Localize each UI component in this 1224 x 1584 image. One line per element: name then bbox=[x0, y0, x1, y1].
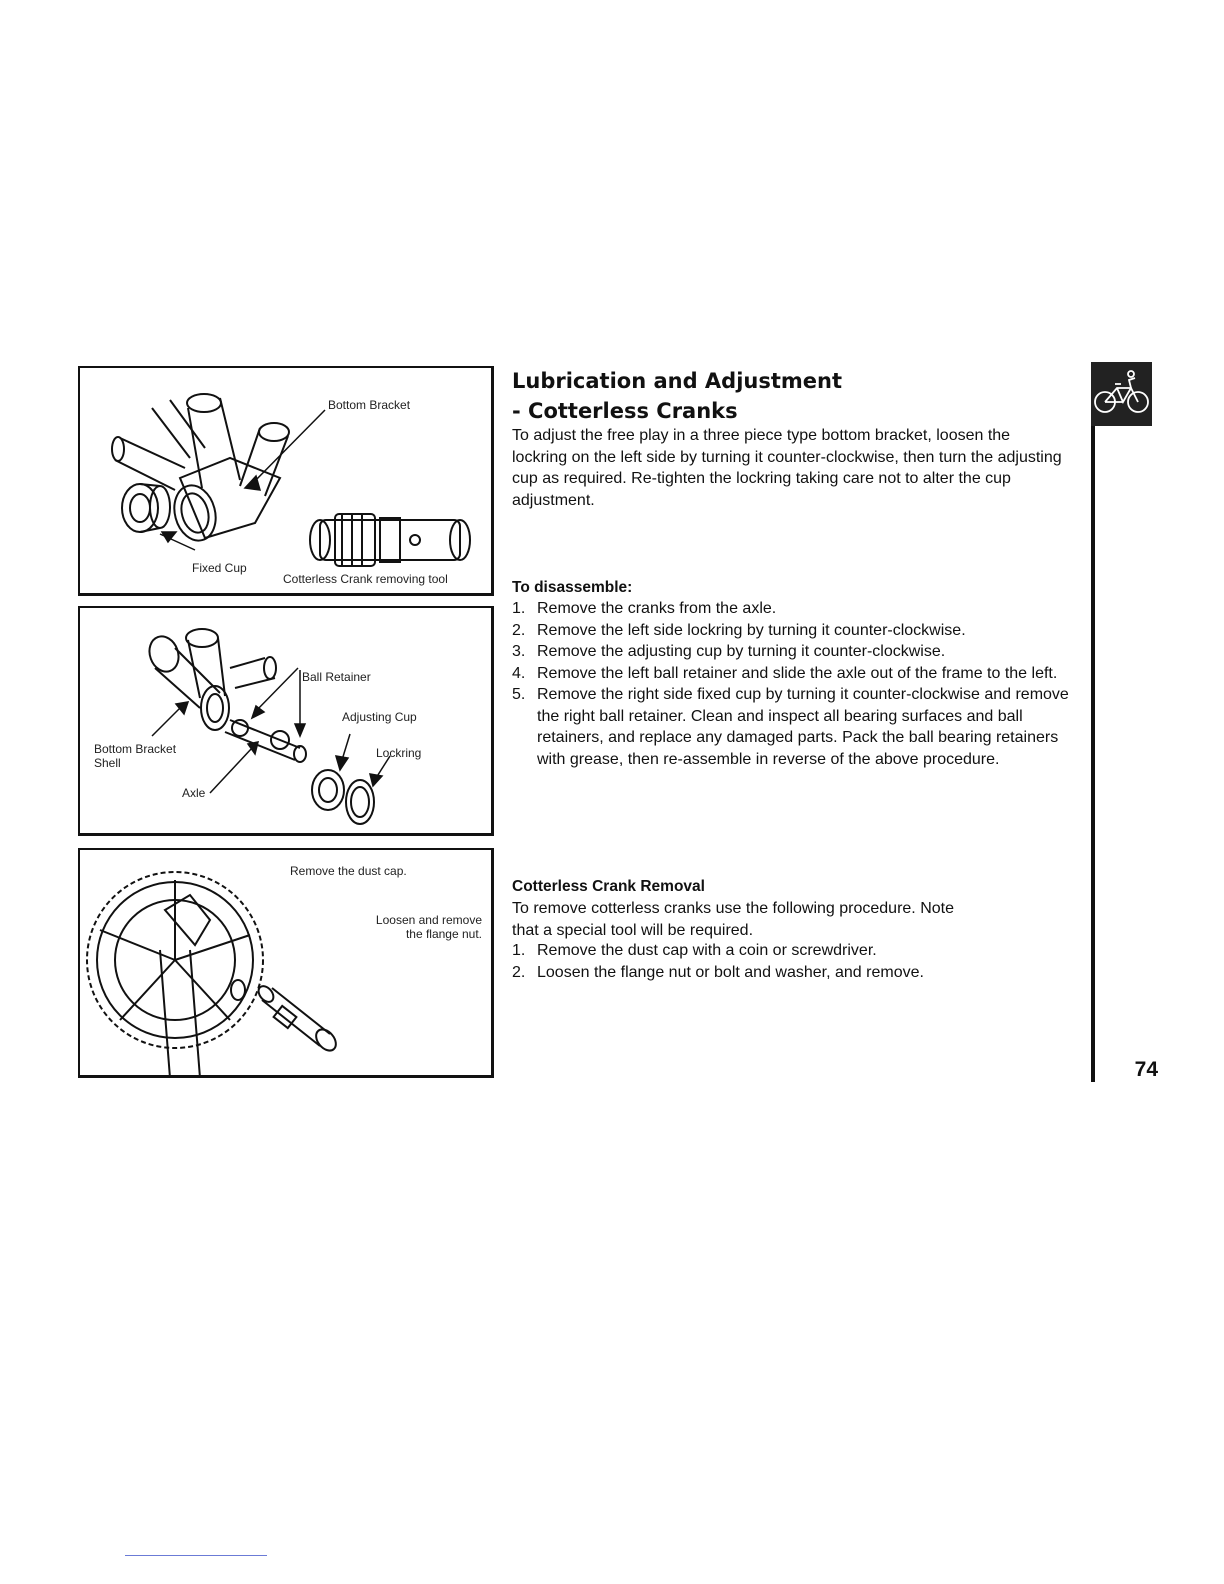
step-text: Loosen the flange nut or bolt and washer, and remove. bbox=[537, 963, 924, 981]
step-number: 1. bbox=[512, 942, 526, 959]
list-item bbox=[512, 641, 1072, 663]
step-number: 4. bbox=[512, 664, 526, 682]
label-fixed-cup: Fixed Cup bbox=[192, 561, 247, 575]
figure-bottom-bracket bbox=[78, 366, 494, 596]
label-axle: Axle bbox=[182, 786, 206, 800]
list-item bbox=[512, 620, 1072, 642]
step-text: Remove the left side lockring by turning it counter-clockwise. bbox=[537, 621, 966, 639]
title-line-1: Lubrication and Adjustment bbox=[512, 369, 843, 393]
list-item bbox=[512, 962, 1072, 984]
page-number: 74 bbox=[1134, 1058, 1158, 1081]
section-tab bbox=[1091, 362, 1152, 426]
sidebar-rule bbox=[1091, 426, 1095, 1082]
step-text: Remove the left ball retainer and slide the axle out of the frame to the left. bbox=[537, 664, 1058, 682]
intro-paragraph: To adjust the free play in a three piece type bottom bracket, loosen the lockring on the left side by turning it counter-clockwise, then turn the adjusting cup as required. Re-tighten the lockring taking care not to alter the cup adjustment. bbox=[512, 427, 1062, 509]
step-number: 2. bbox=[512, 621, 526, 639]
list-item bbox=[512, 598, 1072, 620]
step-number: 1. bbox=[512, 600, 526, 617]
list-item bbox=[512, 663, 1072, 685]
removal-steps bbox=[512, 940, 1072, 983]
figure-crank-removal bbox=[78, 848, 494, 1078]
title-line-2: - Cotterless Cranks bbox=[512, 399, 738, 423]
removal-heading: Cotterless Crank Removal bbox=[512, 878, 705, 895]
figure-disassembly bbox=[78, 606, 494, 836]
label-dust-cap: Remove the dust cap. bbox=[290, 864, 407, 878]
step-text: Remove the right side fixed cup by turning it counter-clockwise and remove the right ball retainer. Clean and inspect all bearing surfaces and ball retainers, and replace any damaged parts. Pack the ball bearing retainers with grease, then re-assemble in reverse of the above procedure. bbox=[537, 686, 1069, 768]
label-ball-retainer: Ball Retainer bbox=[302, 670, 371, 684]
list-item bbox=[512, 684, 1072, 770]
disassembly-illustration bbox=[80, 608, 494, 836]
step-text: Remove the cranks from the axle. bbox=[537, 600, 777, 617]
page-title bbox=[512, 366, 842, 426]
step-number: 5. bbox=[512, 686, 526, 703]
bicycle-icon bbox=[1091, 362, 1152, 426]
step-number: 2. bbox=[512, 963, 526, 981]
label-removing-tool: Cotterless Crank removing tool bbox=[283, 572, 448, 586]
label-lockring: Lockring bbox=[376, 746, 422, 760]
disassemble-heading: To disassemble: bbox=[512, 579, 633, 596]
footer-divider bbox=[125, 1555, 267, 1556]
removal-intro: To remove cotterless cranks use the following procedure. Note that a special tool will be required. bbox=[512, 900, 954, 939]
list-item bbox=[512, 940, 1072, 962]
step-text: Remove the adjusting cup by turning it counter-clockwise. bbox=[537, 643, 946, 660]
label-flange-nut: Loosen and remove the flange nut. bbox=[375, 913, 482, 941]
disassemble-steps bbox=[512, 598, 1072, 770]
bottom-bracket-illustration bbox=[80, 368, 494, 596]
label-bottom-bracket: Bottom Bracket bbox=[328, 398, 411, 412]
label-bottom-bracket-shell: Bottom Bracket Shell bbox=[94, 742, 177, 770]
label-adjusting-cup: Adjusting Cup bbox=[342, 710, 417, 724]
crank-illustration bbox=[80, 850, 494, 1078]
step-text: Remove the dust cap with a coin or screwdriver. bbox=[537, 942, 877, 959]
step-number: 3. bbox=[512, 643, 526, 660]
